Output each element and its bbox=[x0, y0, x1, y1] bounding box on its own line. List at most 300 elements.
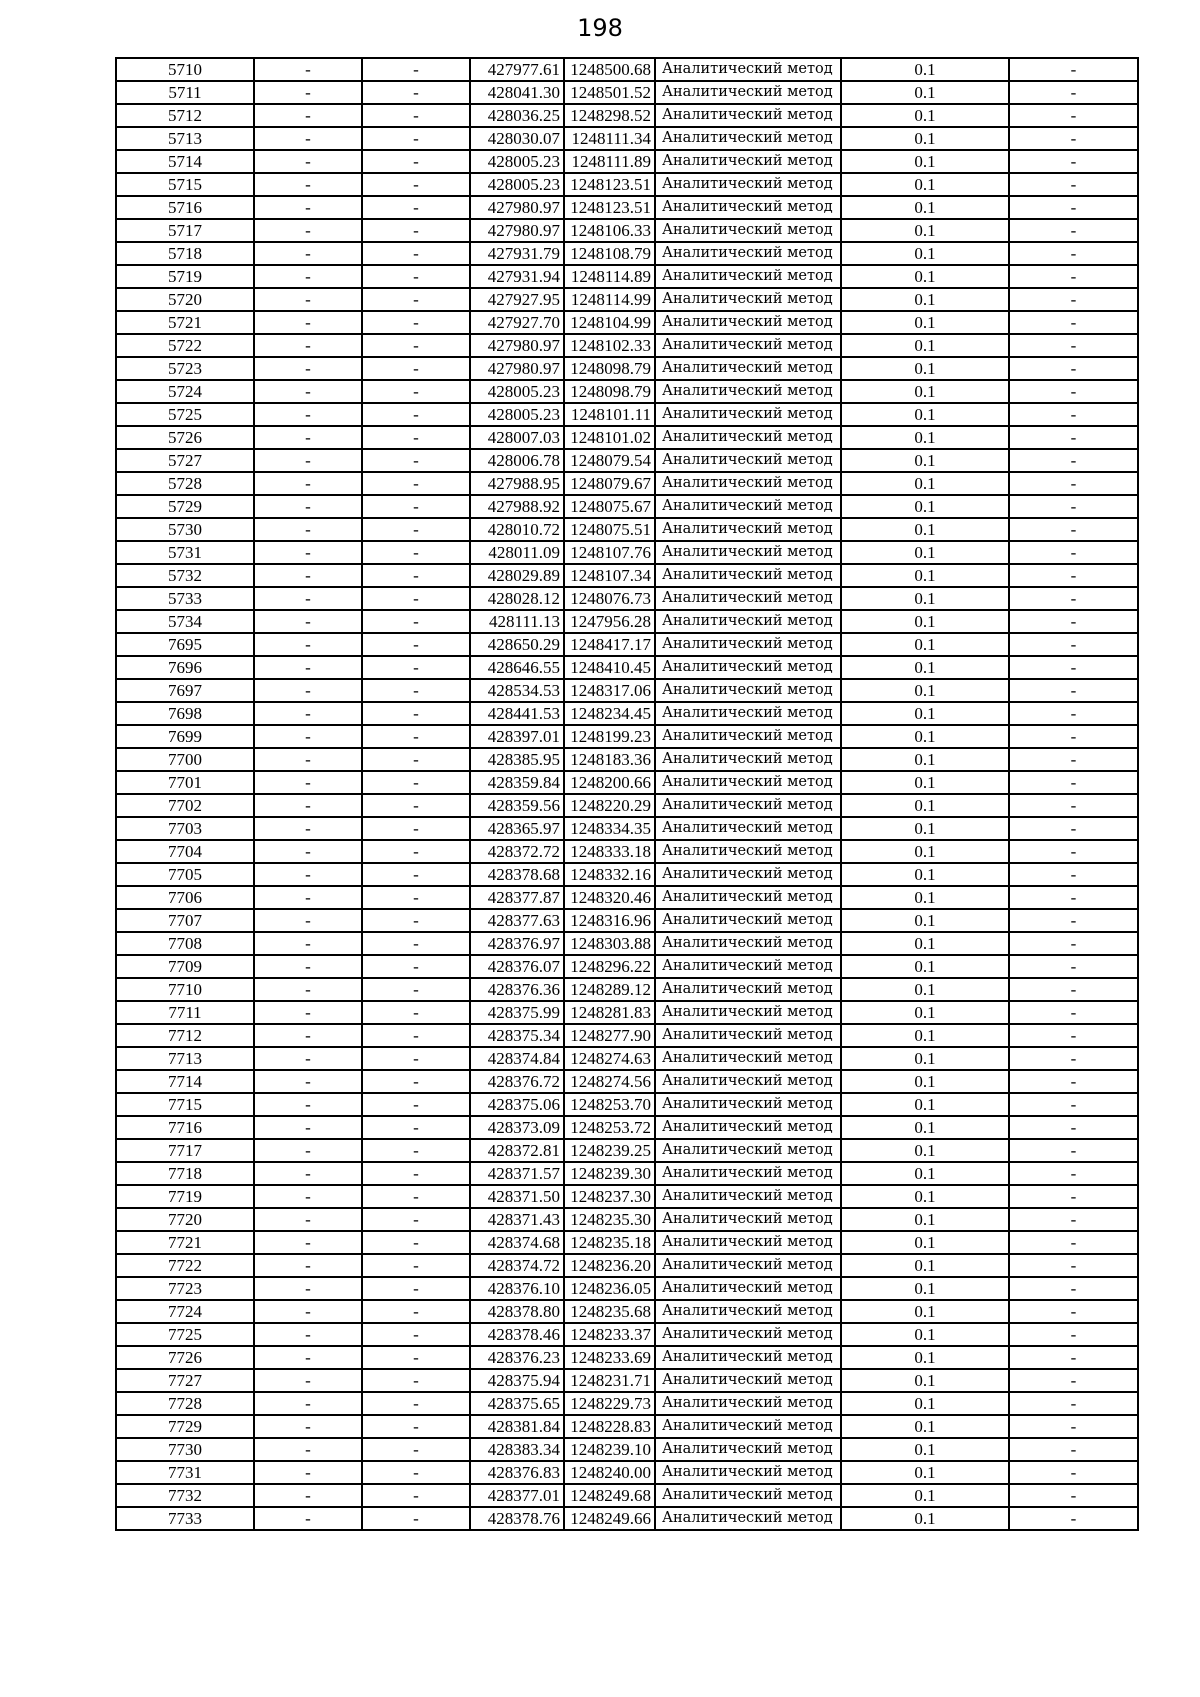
accuracy-cell: 0.1 bbox=[841, 1047, 1009, 1070]
y-coordinate-cell: 1248233.69 bbox=[564, 1346, 655, 1369]
old-y-cell: - bbox=[362, 1300, 470, 1323]
point-number-cell: 7730 bbox=[116, 1438, 254, 1461]
method-cell: Аналитический метод bbox=[655, 1438, 841, 1461]
method-cell: Аналитический метод bbox=[655, 104, 841, 127]
page-number: 198 bbox=[577, 14, 623, 42]
old-y-cell: - bbox=[362, 104, 470, 127]
old-y-cell: - bbox=[362, 1093, 470, 1116]
old-x-cell: - bbox=[254, 1047, 362, 1070]
table-row bbox=[116, 1231, 1138, 1254]
description-cell: - bbox=[1009, 1323, 1138, 1346]
old-y-cell: - bbox=[362, 518, 470, 541]
y-coordinate-cell: 1248316.96 bbox=[564, 909, 655, 932]
accuracy-cell: 0.1 bbox=[841, 104, 1009, 127]
description-cell: - bbox=[1009, 1507, 1138, 1530]
method-cell: Аналитический метод bbox=[655, 702, 841, 725]
old-x-cell: - bbox=[254, 81, 362, 104]
y-coordinate-cell: 1248281.83 bbox=[564, 1001, 655, 1024]
x-coordinate-cell: 428372.72 bbox=[470, 840, 564, 863]
point-number-cell: 7722 bbox=[116, 1254, 254, 1277]
x-coordinate-cell: 428005.23 bbox=[470, 173, 564, 196]
method-cell: Аналитический метод bbox=[655, 58, 841, 81]
point-number-cell: 5723 bbox=[116, 357, 254, 380]
old-x-cell: - bbox=[254, 748, 362, 771]
method-cell: Аналитический метод bbox=[655, 472, 841, 495]
y-coordinate-cell: 1248114.99 bbox=[564, 288, 655, 311]
y-coordinate-cell: 1248417.17 bbox=[564, 633, 655, 656]
point-number-cell: 5725 bbox=[116, 403, 254, 426]
description-cell: - bbox=[1009, 978, 1138, 1001]
point-number-cell: 7727 bbox=[116, 1369, 254, 1392]
method-cell: Аналитический метод bbox=[655, 610, 841, 633]
table-row bbox=[116, 380, 1138, 403]
x-coordinate-cell: 428375.06 bbox=[470, 1093, 564, 1116]
y-coordinate-cell: 1248333.18 bbox=[564, 840, 655, 863]
method-cell: Аналитический метод bbox=[655, 1070, 841, 1093]
old-y-cell: - bbox=[362, 1392, 470, 1415]
description-cell: - bbox=[1009, 955, 1138, 978]
old-x-cell: - bbox=[254, 127, 362, 150]
accuracy-cell: 0.1 bbox=[841, 1415, 1009, 1438]
point-number-cell: 7721 bbox=[116, 1231, 254, 1254]
old-x-cell: - bbox=[254, 1116, 362, 1139]
method-cell: Аналитический метод bbox=[655, 380, 841, 403]
y-coordinate-cell: 1248199.23 bbox=[564, 725, 655, 748]
point-number-cell: 7704 bbox=[116, 840, 254, 863]
table-row bbox=[116, 1093, 1138, 1116]
old-x-cell: - bbox=[254, 150, 362, 173]
x-coordinate-cell: 428374.84 bbox=[470, 1047, 564, 1070]
x-coordinate-cell: 428378.76 bbox=[470, 1507, 564, 1530]
old-x-cell: - bbox=[254, 633, 362, 656]
x-coordinate-cell: 428036.25 bbox=[470, 104, 564, 127]
table-row bbox=[116, 81, 1138, 104]
accuracy-cell: 0.1 bbox=[841, 242, 1009, 265]
old-y-cell: - bbox=[362, 748, 470, 771]
description-cell: - bbox=[1009, 334, 1138, 357]
old-x-cell: - bbox=[254, 564, 362, 587]
old-y-cell: - bbox=[362, 81, 470, 104]
description-cell: - bbox=[1009, 311, 1138, 334]
table-row bbox=[116, 1323, 1138, 1346]
old-y-cell: - bbox=[362, 334, 470, 357]
point-number-cell: 7712 bbox=[116, 1024, 254, 1047]
method-cell: Аналитический метод bbox=[655, 771, 841, 794]
old-y-cell: - bbox=[362, 886, 470, 909]
description-cell: - bbox=[1009, 840, 1138, 863]
description-cell: - bbox=[1009, 288, 1138, 311]
table-row bbox=[116, 909, 1138, 932]
accuracy-cell: 0.1 bbox=[841, 840, 1009, 863]
point-number-cell: 5729 bbox=[116, 495, 254, 518]
old-x-cell: - bbox=[254, 955, 362, 978]
table-row bbox=[116, 1369, 1138, 1392]
old-y-cell: - bbox=[362, 1231, 470, 1254]
accuracy-cell: 0.1 bbox=[841, 679, 1009, 702]
old-x-cell: - bbox=[254, 380, 362, 403]
x-coordinate-cell: 428378.80 bbox=[470, 1300, 564, 1323]
method-cell: Аналитический метод bbox=[655, 150, 841, 173]
y-coordinate-cell: 1248239.25 bbox=[564, 1139, 655, 1162]
table-row bbox=[116, 725, 1138, 748]
description-cell: - bbox=[1009, 909, 1138, 932]
old-y-cell: - bbox=[362, 656, 470, 679]
point-number-cell: 5724 bbox=[116, 380, 254, 403]
y-coordinate-cell: 1248277.90 bbox=[564, 1024, 655, 1047]
accuracy-cell: 0.1 bbox=[841, 219, 1009, 242]
accuracy-cell: 0.1 bbox=[841, 173, 1009, 196]
table-row bbox=[116, 1139, 1138, 1162]
description-cell: - bbox=[1009, 610, 1138, 633]
y-coordinate-cell: 1248334.35 bbox=[564, 817, 655, 840]
table-row bbox=[116, 265, 1138, 288]
y-coordinate-cell: 1248500.68 bbox=[564, 58, 655, 81]
y-coordinate-cell: 1248229.73 bbox=[564, 1392, 655, 1415]
y-coordinate-cell: 1248101.11 bbox=[564, 403, 655, 426]
description-cell: - bbox=[1009, 518, 1138, 541]
old-x-cell: - bbox=[254, 863, 362, 886]
accuracy-cell: 0.1 bbox=[841, 334, 1009, 357]
old-x-cell: - bbox=[254, 1139, 362, 1162]
y-coordinate-cell: 1248236.20 bbox=[564, 1254, 655, 1277]
y-coordinate-cell: 1248107.34 bbox=[564, 564, 655, 587]
method-cell: Аналитический метод bbox=[655, 242, 841, 265]
old-y-cell: - bbox=[362, 1346, 470, 1369]
old-y-cell: - bbox=[362, 150, 470, 173]
method-cell: Аналитический метод bbox=[655, 426, 841, 449]
old-y-cell: - bbox=[362, 219, 470, 242]
point-number-cell: 7725 bbox=[116, 1323, 254, 1346]
accuracy-cell: 0.1 bbox=[841, 1507, 1009, 1530]
accuracy-cell: 0.1 bbox=[841, 449, 1009, 472]
method-cell: Аналитический метод bbox=[655, 1254, 841, 1277]
description-cell: - bbox=[1009, 242, 1138, 265]
method-cell: Аналитический метод bbox=[655, 495, 841, 518]
description-cell: - bbox=[1009, 1461, 1138, 1484]
table-row bbox=[116, 702, 1138, 725]
description-cell: - bbox=[1009, 219, 1138, 242]
old-y-cell: - bbox=[362, 58, 470, 81]
old-x-cell: - bbox=[254, 242, 362, 265]
accuracy-cell: 0.1 bbox=[841, 633, 1009, 656]
old-y-cell: - bbox=[362, 1024, 470, 1047]
point-number-cell: 7720 bbox=[116, 1208, 254, 1231]
description-cell: - bbox=[1009, 173, 1138, 196]
x-coordinate-cell: 427988.92 bbox=[470, 495, 564, 518]
accuracy-cell: 0.1 bbox=[841, 1369, 1009, 1392]
x-coordinate-cell: 427927.70 bbox=[470, 311, 564, 334]
old-y-cell: - bbox=[362, 610, 470, 633]
old-x-cell: - bbox=[254, 1254, 362, 1277]
table-row bbox=[116, 817, 1138, 840]
point-number-cell: 5734 bbox=[116, 610, 254, 633]
method-cell: Аналитический метод bbox=[655, 1162, 841, 1185]
description-cell: - bbox=[1009, 679, 1138, 702]
old-x-cell: - bbox=[254, 1484, 362, 1507]
method-cell: Аналитический метод bbox=[655, 1001, 841, 1024]
accuracy-cell: 0.1 bbox=[841, 794, 1009, 817]
old-y-cell: - bbox=[362, 932, 470, 955]
x-coordinate-cell: 428007.03 bbox=[470, 426, 564, 449]
y-coordinate-cell: 1248253.72 bbox=[564, 1116, 655, 1139]
old-x-cell: - bbox=[254, 1461, 362, 1484]
description-cell: - bbox=[1009, 1208, 1138, 1231]
old-x-cell: - bbox=[254, 1392, 362, 1415]
table-row bbox=[116, 587, 1138, 610]
x-coordinate-cell: 427927.95 bbox=[470, 288, 564, 311]
old-x-cell: - bbox=[254, 58, 362, 81]
table-row bbox=[116, 633, 1138, 656]
point-number-cell: 5732 bbox=[116, 564, 254, 587]
old-y-cell: - bbox=[362, 633, 470, 656]
old-y-cell: - bbox=[362, 1507, 470, 1530]
old-x-cell: - bbox=[254, 1323, 362, 1346]
table-row bbox=[116, 357, 1138, 380]
table-row bbox=[116, 1024, 1138, 1047]
table-row bbox=[116, 150, 1138, 173]
x-coordinate-cell: 428359.84 bbox=[470, 771, 564, 794]
y-coordinate-cell: 1248235.30 bbox=[564, 1208, 655, 1231]
old-y-cell: - bbox=[362, 794, 470, 817]
method-cell: Аналитический метод bbox=[655, 748, 841, 771]
old-x-cell: - bbox=[254, 932, 362, 955]
method-cell: Аналитический метод bbox=[655, 403, 841, 426]
description-cell: - bbox=[1009, 1162, 1138, 1185]
method-cell: Аналитический метод bbox=[655, 357, 841, 380]
method-cell: Аналитический метод bbox=[655, 1300, 841, 1323]
old-x-cell: - bbox=[254, 311, 362, 334]
old-y-cell: - bbox=[362, 771, 470, 794]
table-row bbox=[116, 173, 1138, 196]
table-row bbox=[116, 1461, 1138, 1484]
description-cell: - bbox=[1009, 1254, 1138, 1277]
old-y-cell: - bbox=[362, 403, 470, 426]
description-cell: - bbox=[1009, 725, 1138, 748]
old-y-cell: - bbox=[362, 242, 470, 265]
table-row bbox=[116, 1392, 1138, 1415]
table-row bbox=[116, 978, 1138, 1001]
table-row bbox=[116, 1254, 1138, 1277]
x-coordinate-cell: 427931.79 bbox=[470, 242, 564, 265]
method-cell: Аналитический метод bbox=[655, 564, 841, 587]
accuracy-cell: 0.1 bbox=[841, 1024, 1009, 1047]
point-number-cell: 5710 bbox=[116, 58, 254, 81]
old-y-cell: - bbox=[362, 1139, 470, 1162]
old-x-cell: - bbox=[254, 1300, 362, 1323]
method-cell: Аналитический метод bbox=[655, 863, 841, 886]
point-number-cell: 5733 bbox=[116, 587, 254, 610]
old-y-cell: - bbox=[362, 1001, 470, 1024]
y-coordinate-cell: 1248233.37 bbox=[564, 1323, 655, 1346]
y-coordinate-cell: 1248236.05 bbox=[564, 1277, 655, 1300]
point-number-cell: 7726 bbox=[116, 1346, 254, 1369]
old-y-cell: - bbox=[362, 1369, 470, 1392]
description-cell: - bbox=[1009, 1139, 1138, 1162]
method-cell: Аналитический метод bbox=[655, 1346, 841, 1369]
old-y-cell: - bbox=[362, 863, 470, 886]
old-y-cell: - bbox=[362, 1415, 470, 1438]
method-cell: Аналитический метод bbox=[655, 1461, 841, 1484]
method-cell: Аналитический метод bbox=[655, 127, 841, 150]
x-coordinate-cell: 428372.81 bbox=[470, 1139, 564, 1162]
x-coordinate-cell: 428375.34 bbox=[470, 1024, 564, 1047]
method-cell: Аналитический метод bbox=[655, 886, 841, 909]
old-x-cell: - bbox=[254, 909, 362, 932]
table-row bbox=[116, 1300, 1138, 1323]
method-cell: Аналитический метод bbox=[655, 1277, 841, 1300]
description-cell: - bbox=[1009, 357, 1138, 380]
old-x-cell: - bbox=[254, 357, 362, 380]
old-x-cell: - bbox=[254, 196, 362, 219]
method-cell: Аналитический метод bbox=[655, 679, 841, 702]
y-coordinate-cell: 1248098.79 bbox=[564, 357, 655, 380]
old-y-cell: - bbox=[362, 1461, 470, 1484]
table-row bbox=[116, 403, 1138, 426]
old-x-cell: - bbox=[254, 495, 362, 518]
point-number-cell: 5722 bbox=[116, 334, 254, 357]
old-x-cell: - bbox=[254, 1024, 362, 1047]
method-cell: Аналитический метод bbox=[655, 265, 841, 288]
description-cell: - bbox=[1009, 426, 1138, 449]
x-coordinate-cell: 428376.72 bbox=[470, 1070, 564, 1093]
table-row bbox=[116, 1346, 1138, 1369]
accuracy-cell: 0.1 bbox=[841, 1346, 1009, 1369]
old-x-cell: - bbox=[254, 1070, 362, 1093]
x-coordinate-cell: 428365.97 bbox=[470, 817, 564, 840]
x-coordinate-cell: 428375.94 bbox=[470, 1369, 564, 1392]
y-coordinate-cell: 1247956.28 bbox=[564, 610, 655, 633]
table-row bbox=[116, 219, 1138, 242]
old-x-cell: - bbox=[254, 219, 362, 242]
method-cell: Аналитический метод bbox=[655, 1323, 841, 1346]
x-coordinate-cell: 428383.34 bbox=[470, 1438, 564, 1461]
old-x-cell: - bbox=[254, 1369, 362, 1392]
description-cell: - bbox=[1009, 1484, 1138, 1507]
table-row bbox=[116, 127, 1138, 150]
table-row bbox=[116, 58, 1138, 81]
table-row bbox=[116, 426, 1138, 449]
old-x-cell: - bbox=[254, 403, 362, 426]
table-row bbox=[116, 886, 1138, 909]
old-y-cell: - bbox=[362, 1484, 470, 1507]
old-x-cell: - bbox=[254, 817, 362, 840]
method-cell: Аналитический метод bbox=[655, 541, 841, 564]
x-coordinate-cell: 427980.97 bbox=[470, 334, 564, 357]
method-cell: Аналитический метод bbox=[655, 219, 841, 242]
old-x-cell: - bbox=[254, 1277, 362, 1300]
point-number-cell: 5731 bbox=[116, 541, 254, 564]
point-number-cell: 5715 bbox=[116, 173, 254, 196]
old-y-cell: - bbox=[362, 1208, 470, 1231]
old-x-cell: - bbox=[254, 1231, 362, 1254]
accuracy-cell: 0.1 bbox=[841, 564, 1009, 587]
table-row bbox=[116, 863, 1138, 886]
accuracy-cell: 0.1 bbox=[841, 81, 1009, 104]
method-cell: Аналитический метод bbox=[655, 311, 841, 334]
y-coordinate-cell: 1248104.99 bbox=[564, 311, 655, 334]
point-number-cell: 7696 bbox=[116, 656, 254, 679]
old-y-cell: - bbox=[362, 1162, 470, 1185]
x-coordinate-cell: 427988.95 bbox=[470, 472, 564, 495]
x-coordinate-cell: 428005.23 bbox=[470, 150, 564, 173]
x-coordinate-cell: 428373.09 bbox=[470, 1116, 564, 1139]
point-number-cell: 5721 bbox=[116, 311, 254, 334]
y-coordinate-cell: 1248123.51 bbox=[564, 196, 655, 219]
y-coordinate-cell: 1248101.02 bbox=[564, 426, 655, 449]
old-y-cell: - bbox=[362, 127, 470, 150]
accuracy-cell: 0.1 bbox=[841, 748, 1009, 771]
accuracy-cell: 0.1 bbox=[841, 1438, 1009, 1461]
table-row bbox=[116, 1116, 1138, 1139]
old-x-cell: - bbox=[254, 794, 362, 817]
accuracy-cell: 0.1 bbox=[841, 1300, 1009, 1323]
y-coordinate-cell: 1248235.68 bbox=[564, 1300, 655, 1323]
old-y-cell: - bbox=[362, 564, 470, 587]
old-y-cell: - bbox=[362, 311, 470, 334]
old-y-cell: - bbox=[362, 955, 470, 978]
point-number-cell: 7701 bbox=[116, 771, 254, 794]
point-number-cell: 5716 bbox=[116, 196, 254, 219]
x-coordinate-cell: 428371.50 bbox=[470, 1185, 564, 1208]
method-cell: Аналитический метод bbox=[655, 1024, 841, 1047]
description-cell: - bbox=[1009, 380, 1138, 403]
accuracy-cell: 0.1 bbox=[841, 311, 1009, 334]
point-number-cell: 7729 bbox=[116, 1415, 254, 1438]
y-coordinate-cell: 1248108.79 bbox=[564, 242, 655, 265]
table-row bbox=[116, 1185, 1138, 1208]
table-row bbox=[116, 449, 1138, 472]
table-row bbox=[116, 656, 1138, 679]
y-coordinate-cell: 1248231.71 bbox=[564, 1369, 655, 1392]
old-x-cell: - bbox=[254, 288, 362, 311]
point-number-cell: 5712 bbox=[116, 104, 254, 127]
x-coordinate-cell: 428376.23 bbox=[470, 1346, 564, 1369]
description-cell: - bbox=[1009, 1438, 1138, 1461]
old-y-cell: - bbox=[362, 541, 470, 564]
y-coordinate-cell: 1248253.70 bbox=[564, 1093, 655, 1116]
accuracy-cell: 0.1 bbox=[841, 932, 1009, 955]
y-coordinate-cell: 1248123.51 bbox=[564, 173, 655, 196]
description-cell: - bbox=[1009, 656, 1138, 679]
point-number-cell: 7710 bbox=[116, 978, 254, 1001]
description-cell: - bbox=[1009, 403, 1138, 426]
y-coordinate-cell: 1248303.88 bbox=[564, 932, 655, 955]
old-y-cell: - bbox=[362, 1070, 470, 1093]
point-number-cell: 7705 bbox=[116, 863, 254, 886]
description-cell: - bbox=[1009, 1277, 1138, 1300]
y-coordinate-cell: 1248234.45 bbox=[564, 702, 655, 725]
accuracy-cell: 0.1 bbox=[841, 472, 1009, 495]
accuracy-cell: 0.1 bbox=[841, 1139, 1009, 1162]
old-x-cell: - bbox=[254, 840, 362, 863]
x-coordinate-cell: 427980.97 bbox=[470, 219, 564, 242]
old-x-cell: - bbox=[254, 1208, 362, 1231]
y-coordinate-cell: 1248098.79 bbox=[564, 380, 655, 403]
x-coordinate-cell: 428377.87 bbox=[470, 886, 564, 909]
description-cell: - bbox=[1009, 449, 1138, 472]
coordinates-table bbox=[115, 57, 1139, 1531]
table-row bbox=[116, 541, 1138, 564]
x-coordinate-cell: 428010.72 bbox=[470, 518, 564, 541]
accuracy-cell: 0.1 bbox=[841, 978, 1009, 1001]
table-row bbox=[116, 1162, 1138, 1185]
accuracy-cell: 0.1 bbox=[841, 1208, 1009, 1231]
point-number-cell: 5713 bbox=[116, 127, 254, 150]
accuracy-cell: 0.1 bbox=[841, 1185, 1009, 1208]
old-y-cell: - bbox=[362, 817, 470, 840]
table-row bbox=[116, 794, 1138, 817]
accuracy-cell: 0.1 bbox=[841, 495, 1009, 518]
